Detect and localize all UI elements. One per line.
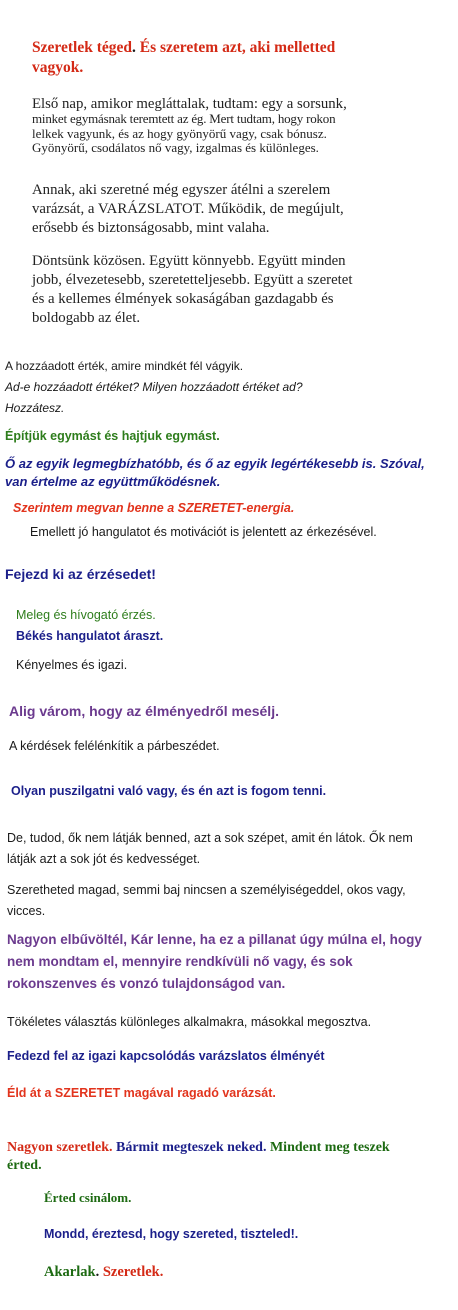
intro-title (32, 38, 335, 78)
final-green: Akarlak (44, 1264, 96, 1280)
see-line: látják azt a sok jót és kedvességet. (7, 852, 201, 866)
reliable-text (5, 455, 425, 491)
final-dot: . (95, 1264, 103, 1280)
paragraph-line: Döntsünk közösen. Együtt könnyebb. Együtt minden (32, 253, 346, 269)
paragraph-line: lelkek vagyunk, és az hogy gyönyörű vagy, csak bónusz. (32, 125, 327, 141)
paragraph-magic (32, 181, 344, 238)
charmed-line: Nagyon elbűvöltél, Kár lenne, ha ez a pillanat úgy múlna el, hogy (7, 932, 422, 947)
express-heading: Fejezd ki az érzésedet! (5, 566, 156, 582)
final-red: Szeretlek. (102, 1264, 164, 1280)
wait-line: Alig várom, hogy az élményedről mesélj. (9, 703, 279, 719)
paragraph-line: jobb, élvezetesebb, szeretetteljesebb. Együtt a szeretet (32, 272, 353, 288)
closing-green: Mindent meg teszek (266, 1140, 390, 1155)
reliable-line: van értelme az együttműködésnek. (5, 474, 221, 489)
closing-text (7, 1139, 390, 1175)
reliable-line: Ő az egyik legmegbízhatóbb, és ő az egyik legértékesebb is. Szóval, (5, 456, 425, 471)
paragraph-line: minket egymásnak teremtett az ég. Mert tudtam, hogy rokon (32, 111, 336, 126)
experience-line: Éld át a SZERETET magával ragadó varázsát. (7, 1086, 276, 1100)
paragraph-line: Első nap, amikor megláttalak, tudtam: egy a sorsunk, (32, 96, 347, 112)
energy-line: Szerintem megvan benne a SZERETET-energia. (13, 501, 295, 515)
see-text (7, 828, 413, 870)
discover-line: Fedezd fel az igazi kapcsolódás varázslatos élményét (7, 1049, 325, 1063)
see-line: De, tudod, ők nem látják benned, azt a sok szépet, amit én látok. Ők nem (7, 831, 413, 845)
charmed-line: rokonszenves és vonzó tulajdonságod van. (7, 976, 286, 991)
title-dot: . (132, 39, 136, 56)
paragraph-line: és a kellemes élmények sokaságában gazdagabb és (32, 291, 334, 307)
build-line: Építjük egymást és hajtjuk egymást. (5, 429, 220, 443)
mood-line: Emellett jó hangulatot és motivációt is jelentett az érkezésével. (30, 525, 377, 539)
closing-navy: Bármit megteszek neked. (112, 1140, 267, 1155)
paragraph-first-day (32, 96, 347, 156)
closing-red: Nagyon szeretlek. (7, 1140, 113, 1155)
paragraph-line: erősebb és biztonságosabb, mint valaha. (32, 220, 270, 236)
for-you-line: Érted csinálom. (44, 1190, 132, 1205)
questions-line: A kérdések felélénkítik a párbeszédet. (9, 739, 220, 753)
value-line-1: A hozzáadott érték, amire mindkét fél vágyik. (5, 359, 244, 373)
paragraph-line: Gyönyörű, csodálatos nő vagy, izgalmas és különleges. (32, 140, 319, 155)
feeling-peace: Békés hangulatot áraszt. (16, 629, 164, 643)
perfect-line: Tökéletes választás különleges alkalmakra, másokkal megosztva. (7, 1015, 372, 1029)
feeling-warm: Meleg és hívogató érzés. (16, 608, 156, 622)
closing-green-2: érted. (7, 1158, 42, 1173)
charmed-line: nem mondtam el, mennyire rendkívüli nő vagy, és sok (7, 954, 353, 969)
title-rest-2: vagyok. (32, 59, 84, 76)
paragraph-together (32, 252, 352, 328)
value-line-3: Hozzátesz. (5, 401, 65, 415)
value-line-2: Ad-e hozzáadott értéket? Milyen hozzáadott értéket ad? (5, 380, 303, 394)
title-rest: És szeretem azt, aki melletted (135, 39, 336, 56)
love-self-text (7, 880, 406, 922)
charmed-text (7, 929, 422, 995)
final-text (44, 1264, 163, 1281)
feeling-comfy: Kényelmes és igazi. (16, 658, 128, 672)
love-self-line: Szeretheted magad, semmi baj nincsen a személyiségeddel, okos vagy, (7, 883, 406, 897)
paragraph-line: Annak, aki szeretné még egyszer átélni a szerelem (32, 182, 331, 198)
kiss-line: Olyan puszilgatni való vagy, és én azt is fogom tenni. (11, 784, 327, 798)
paragraph-line: varázsát, a VARÁZSLATOT. Működik, de megújult, (32, 201, 344, 217)
paragraph-line: boldogabb az élet. (32, 310, 141, 326)
love-self-line: vicces. (7, 904, 46, 918)
tell-line: Mondd, éreztesd, hogy szereted, tiszteled!. (44, 1227, 299, 1241)
title-red: Szeretlek téged (32, 39, 132, 56)
